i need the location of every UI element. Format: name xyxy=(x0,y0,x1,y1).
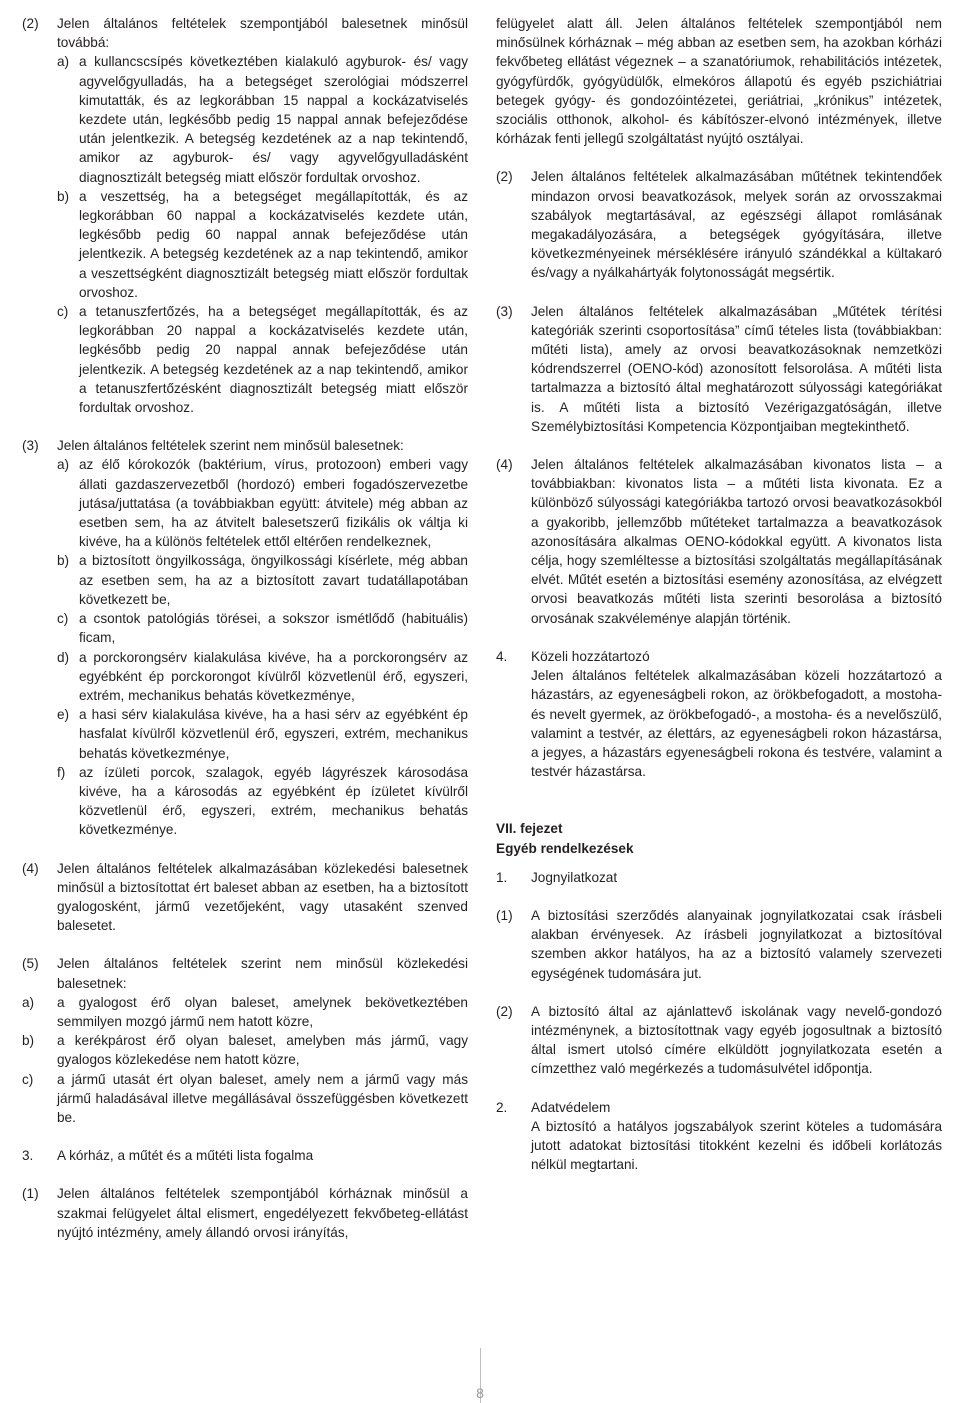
list-text: a tetanuszfertőzés, ha a betegséget megállapították, és az legkorábban 20 nappal a kockázatviselés kezdete után, legkésőbb pedig 20 nappal annak befejeződése után jelentkezik. A betegség kezdetének az a nap tekintendő, amikor a tetanuszfertőzésként diagnosztizált betegség miatt először fordultak orvoshoz. xyxy=(79,304,468,416)
paragraph-3 xyxy=(22,436,468,455)
paragraph-number: (2) xyxy=(496,169,513,185)
section-heading xyxy=(496,1098,942,1117)
paragraph-number: (4) xyxy=(22,860,39,876)
section-heading xyxy=(22,1146,468,1165)
declaration-paragraph-1 xyxy=(496,906,942,983)
list-letter: c) xyxy=(57,611,69,627)
list-text: a kerékpárost érő olyan baleset, amelyben más jármű, vagy gyalogos közlekedése nem hatott közre, xyxy=(57,1033,468,1068)
paragraph-text: Jelen általános feltételek szerint nem minősül balesetnek: xyxy=(57,438,404,454)
list-letter: c) xyxy=(57,304,69,320)
section-number: 2. xyxy=(496,1099,508,1115)
section-title: Jognyilatkozat xyxy=(531,869,618,885)
paragraph-2 xyxy=(22,14,468,52)
list-letter: c) xyxy=(22,1071,34,1087)
left-column xyxy=(22,14,468,1242)
list-letter: f) xyxy=(57,764,66,780)
list-letter: e) xyxy=(57,707,70,723)
list-text: az ízületi porcok, szalagok, egyéb lágyrészek károsodása kivéve, ha a károsodás az egyébként ép ízületet kívülről közvetlenül érő, egyszeri, extrém, mechanikus behatás következménye. xyxy=(79,764,468,838)
section-3-paragraph-3 xyxy=(496,302,942,436)
paragraph-number: (2) xyxy=(22,16,39,31)
section-3-paragraph-1 xyxy=(22,1184,468,1242)
paragraph-text: Jelen általános feltételek szempontjából kórháznak minősül a szakmai felügyelet által elismert, engedélyezett fekvőbeteg-ellátást nyújtó intézmény, amely állandó orvosi irányítás, xyxy=(57,1186,468,1240)
list-letter: b) xyxy=(57,553,70,569)
page-number: 8 xyxy=(476,1385,484,1401)
list-text: a hasi sérv kialakulása kivéve, ha a hasi sérv az egyébként ép hasfalat kívülről közvetlenül érő, egyszeri, extrém, mechanikus behatás következménye, xyxy=(79,707,468,761)
list-item xyxy=(22,52,468,186)
paragraph-number: (1) xyxy=(496,907,513,923)
section-3-paragraph-4 xyxy=(496,455,942,628)
paragraph-text: Jelen általános feltételek alkalmazásában műtétnek tekintendőek mindazon orvosi beavatkozások, melyek során az orvosszakmai szabályok megtartásával, az egészségi állapot romlásának megakadályozására, a betegségek gyógyítására, illetve következményeinek mérséklésére irányuló szándékkal a kültakaró és/vagy a nyálkahártyák folytonosságát megsértik. xyxy=(531,169,942,281)
paragraph-number: (1) xyxy=(22,1186,39,1202)
list-text: a porckorongsérv kialakulása kivéve, ha a porckorongsérv az egyébként ép porckorongot kívülről közvetlenül érő, egyszeri, extrém, mechanikus behatás következménye, xyxy=(79,649,468,703)
paragraph-number: (5) xyxy=(22,956,39,972)
chapter-title: VII. fejezet xyxy=(496,821,563,837)
list-letter: a) xyxy=(57,54,70,70)
section-text: A biztosító a hatályos jogszabályok szerint köteles a tudomására jutott adatokat biztosítási titokként kezelni és időbeli korlátozás nélkül megtartani. xyxy=(531,1118,942,1173)
paragraph-text: A biztosítási szerződés alanyainak jognyilatkozatai csak írásbeli alakban érvényesek. Az írásbeli jognyilatkozat a biztosítóval szemben akkor hatályos, ha az a biztosító valamely szervezeti egységének tudomására jut. xyxy=(531,907,942,981)
list-item xyxy=(22,1070,468,1128)
list-text: a veszettség, ha a betegséget megállapították, és az legkorábban 60 nappal a kockázatviselés kezdete után, legkésőbb pedig 60 nappal annak befejeződése után jelentkezik. A betegség kezdetének az a nap tekintendő, amikor a veszettségként diagnosztizált betegség miatt először fordultak orvoshoz. xyxy=(79,188,468,300)
list-letter: a) xyxy=(57,457,70,473)
list-text: a jármű utasát ért olyan baleset, amely nem a jármű vagy más jármű haladásával illetve megállásával összefüggésben következett be. xyxy=(57,1071,468,1125)
list-text: az élő kórokozók (baktérium, vírus, protozoon) emberi vagy állati gazdaszervezetből (hordozó) emberi fogadószervezetbe jutása/juttatása (a továbbiakban együtt: átvitele) még abban az esetben sem, ha az átvitelt balesetszerű fizikális ok váltja ki kivéve, ha a különös feltételek ettől eltérően rendelkeznek, xyxy=(79,457,468,550)
paragraph-4 xyxy=(22,859,468,936)
list-item xyxy=(22,763,468,840)
section-text: Jelen általános feltételek alkalmazásában közeli hozzátartozó a házastárs, az egyeneságbeli rokon, az örökbefogadott, a mostoha- és nevelt gyermek, az örökbefogadó-, a mostoha- és a nevelőszülő, valamint a testvér, az élettárs, az egyeneságbeli rokon házastársa, a jegyes, a házastárs egyeneságbeli rokona és testvére, valamint a testvér házastársa. xyxy=(531,668,942,780)
declaration-paragraph-2 xyxy=(496,1002,942,1079)
paragraph-text: Jelen általános feltételek alkalmazásában közlekedési balesetnek minősül a biztosítottat ért baleset abban az esetben, ha a biztosított gyalogosként, jármű vezetőjeként, vagy utasaként szenved balesetet. xyxy=(57,860,468,934)
section-number: 1. xyxy=(496,869,508,885)
paragraph-text: Jelen általános feltételek alkalmazásában „Műtétek térítési kategóriák szerinti csoportosítása” című tételes lista (továbbiakban: műtéti lista), amely az orvosi beavatkozásoknak nemzetközi kódrendszerrel (OENO-kód) azonosított felsorolása. A műtéti lista tartalmazza a biztosító által meghatározott súlyossági kategóriákat is. A műtéti lista a biztosító Vezérigazgatóságán, illetve Személybiztosítási Kompetencia Központjaiban megtekinthető. xyxy=(531,303,942,434)
paragraph-text: Jelen általános feltételek alkalmazásában kivonatos lista – a továbbiakban: kivonatos lista – a műtéti lista kivonata. Ez a különböző súlyossági kategóriákba tartozó orvosi beavatkozásokból a gyakoribb, jellemzőbb műtéteket tartalmazza a beavatkozások azonosítására alkalmas OENO-kódokkal együtt. A kivonatos lista célja, hogy szemléltesse a biztosítási szolgáltatás megállapításának elvét. Műtét esetén a biztosítási esemény azonosítása, az elvégzett orvosi beavatkozás műtéti lista szerinti besorolása a biztosító orvosának szakvéleménye alapján történik. xyxy=(531,457,942,626)
section-heading xyxy=(496,868,942,887)
list-letter: b) xyxy=(22,1033,35,1049)
paragraph-number: (3) xyxy=(22,438,39,454)
section-title: Közeli hozzátartozó xyxy=(531,648,650,664)
list-item xyxy=(22,187,468,302)
list-letter: a) xyxy=(22,994,35,1010)
paragraph-number: (3) xyxy=(496,303,513,319)
list-item xyxy=(22,609,468,647)
list-item xyxy=(22,551,468,609)
section-title: Adatvédelem xyxy=(531,1099,611,1115)
list-text: a gyalogost érő olyan baleset, amelynek bekövetkeztében semmilyen mozgó jármű nem hatott közre, xyxy=(57,994,468,1029)
list-item xyxy=(22,455,468,551)
list-text: a biztosított öngyilkossága, öngyilkossági kísérlete, még abban az esetben sem, ha az a biztosított zavart tudatállapotában következett be, xyxy=(79,553,468,607)
list-letter: b) xyxy=(57,188,70,204)
section-number: 3. xyxy=(22,1148,34,1164)
right-column xyxy=(496,14,942,1174)
list-item xyxy=(22,648,468,706)
list-item xyxy=(22,302,468,417)
section-3-paragraph-2 xyxy=(496,167,942,282)
paragraph-number: (2) xyxy=(496,1003,513,1019)
paragraph-text: Jelen általános feltételek szempontjából balesetnek minősül továbbá: xyxy=(57,16,468,51)
list-item xyxy=(22,705,468,763)
paragraph-text: A biztosító által az ajánlattevő iskolának vagy nevelő-gondozó intézménynek, a biztosítottnak vagy egyéb jogosultnak a biztosító által ismert utolsó címére elküldött jognyilatkozata esetén a címzetthez való megérkezés a tudomásulvétel időpontja. xyxy=(531,1003,942,1077)
paragraph-number: (4) xyxy=(496,457,513,473)
continued-text: felügyelet alatt áll. Jelen általános feltételek szempontjából nem minősülnek kórháznak – még abban az esetben sem, ha azokban kórházi fekvőbeteg ellátást végeznek – a szanatóriumok, rehabilitációs intézetek, gyógyfürdők, gyógyüdülők, elmekóros állapotú és egyéb pszichiátriai betegek gyógy- és gondozóintézetei, geriátriai, „krónikus” intézetek, szociális otthonok, alkohol- és kábítószer-elvonó intézmények, illetve kórházak fenti jellegű szolgáltatást nyújtó osztályai. xyxy=(496,16,942,147)
section-heading xyxy=(496,647,942,666)
chapter-subtitle: Egyéb rendelkezések xyxy=(496,840,634,856)
paragraph-5 xyxy=(22,954,468,992)
list-text: a csontok patológiás törései, a sokszor ismétlődő (habituális) ficam, xyxy=(79,611,468,646)
paragraph-text: Jelen általános feltételek szerint nem minősül közlekedési balesetnek: xyxy=(57,956,468,991)
list-item xyxy=(22,1031,468,1069)
list-text: a kullancscsípés következtében kialakuló agyburok- és/ vagy agyvelőgyulladás, ha a betegséget szerológiai módszerrel kimutatták, és az legkorábban 15 nappal a kockázatviselés kezdete után, legkésőbb pedig 15 nappal annak befejeződése után jelentkezik. A betegség kezdetének az a nap tekintendő, amikor az agyburok- és/ vagy agyvelőgyulladásként diagnosztizált betegség miatt először fordultak orvoshoz. xyxy=(79,54,468,185)
section-title: A kórház, a műtét és a műtéti lista fogalma xyxy=(57,1148,314,1164)
list-item xyxy=(22,993,468,1031)
section-number: 4. xyxy=(496,648,508,664)
list-letter: d) xyxy=(57,649,70,665)
